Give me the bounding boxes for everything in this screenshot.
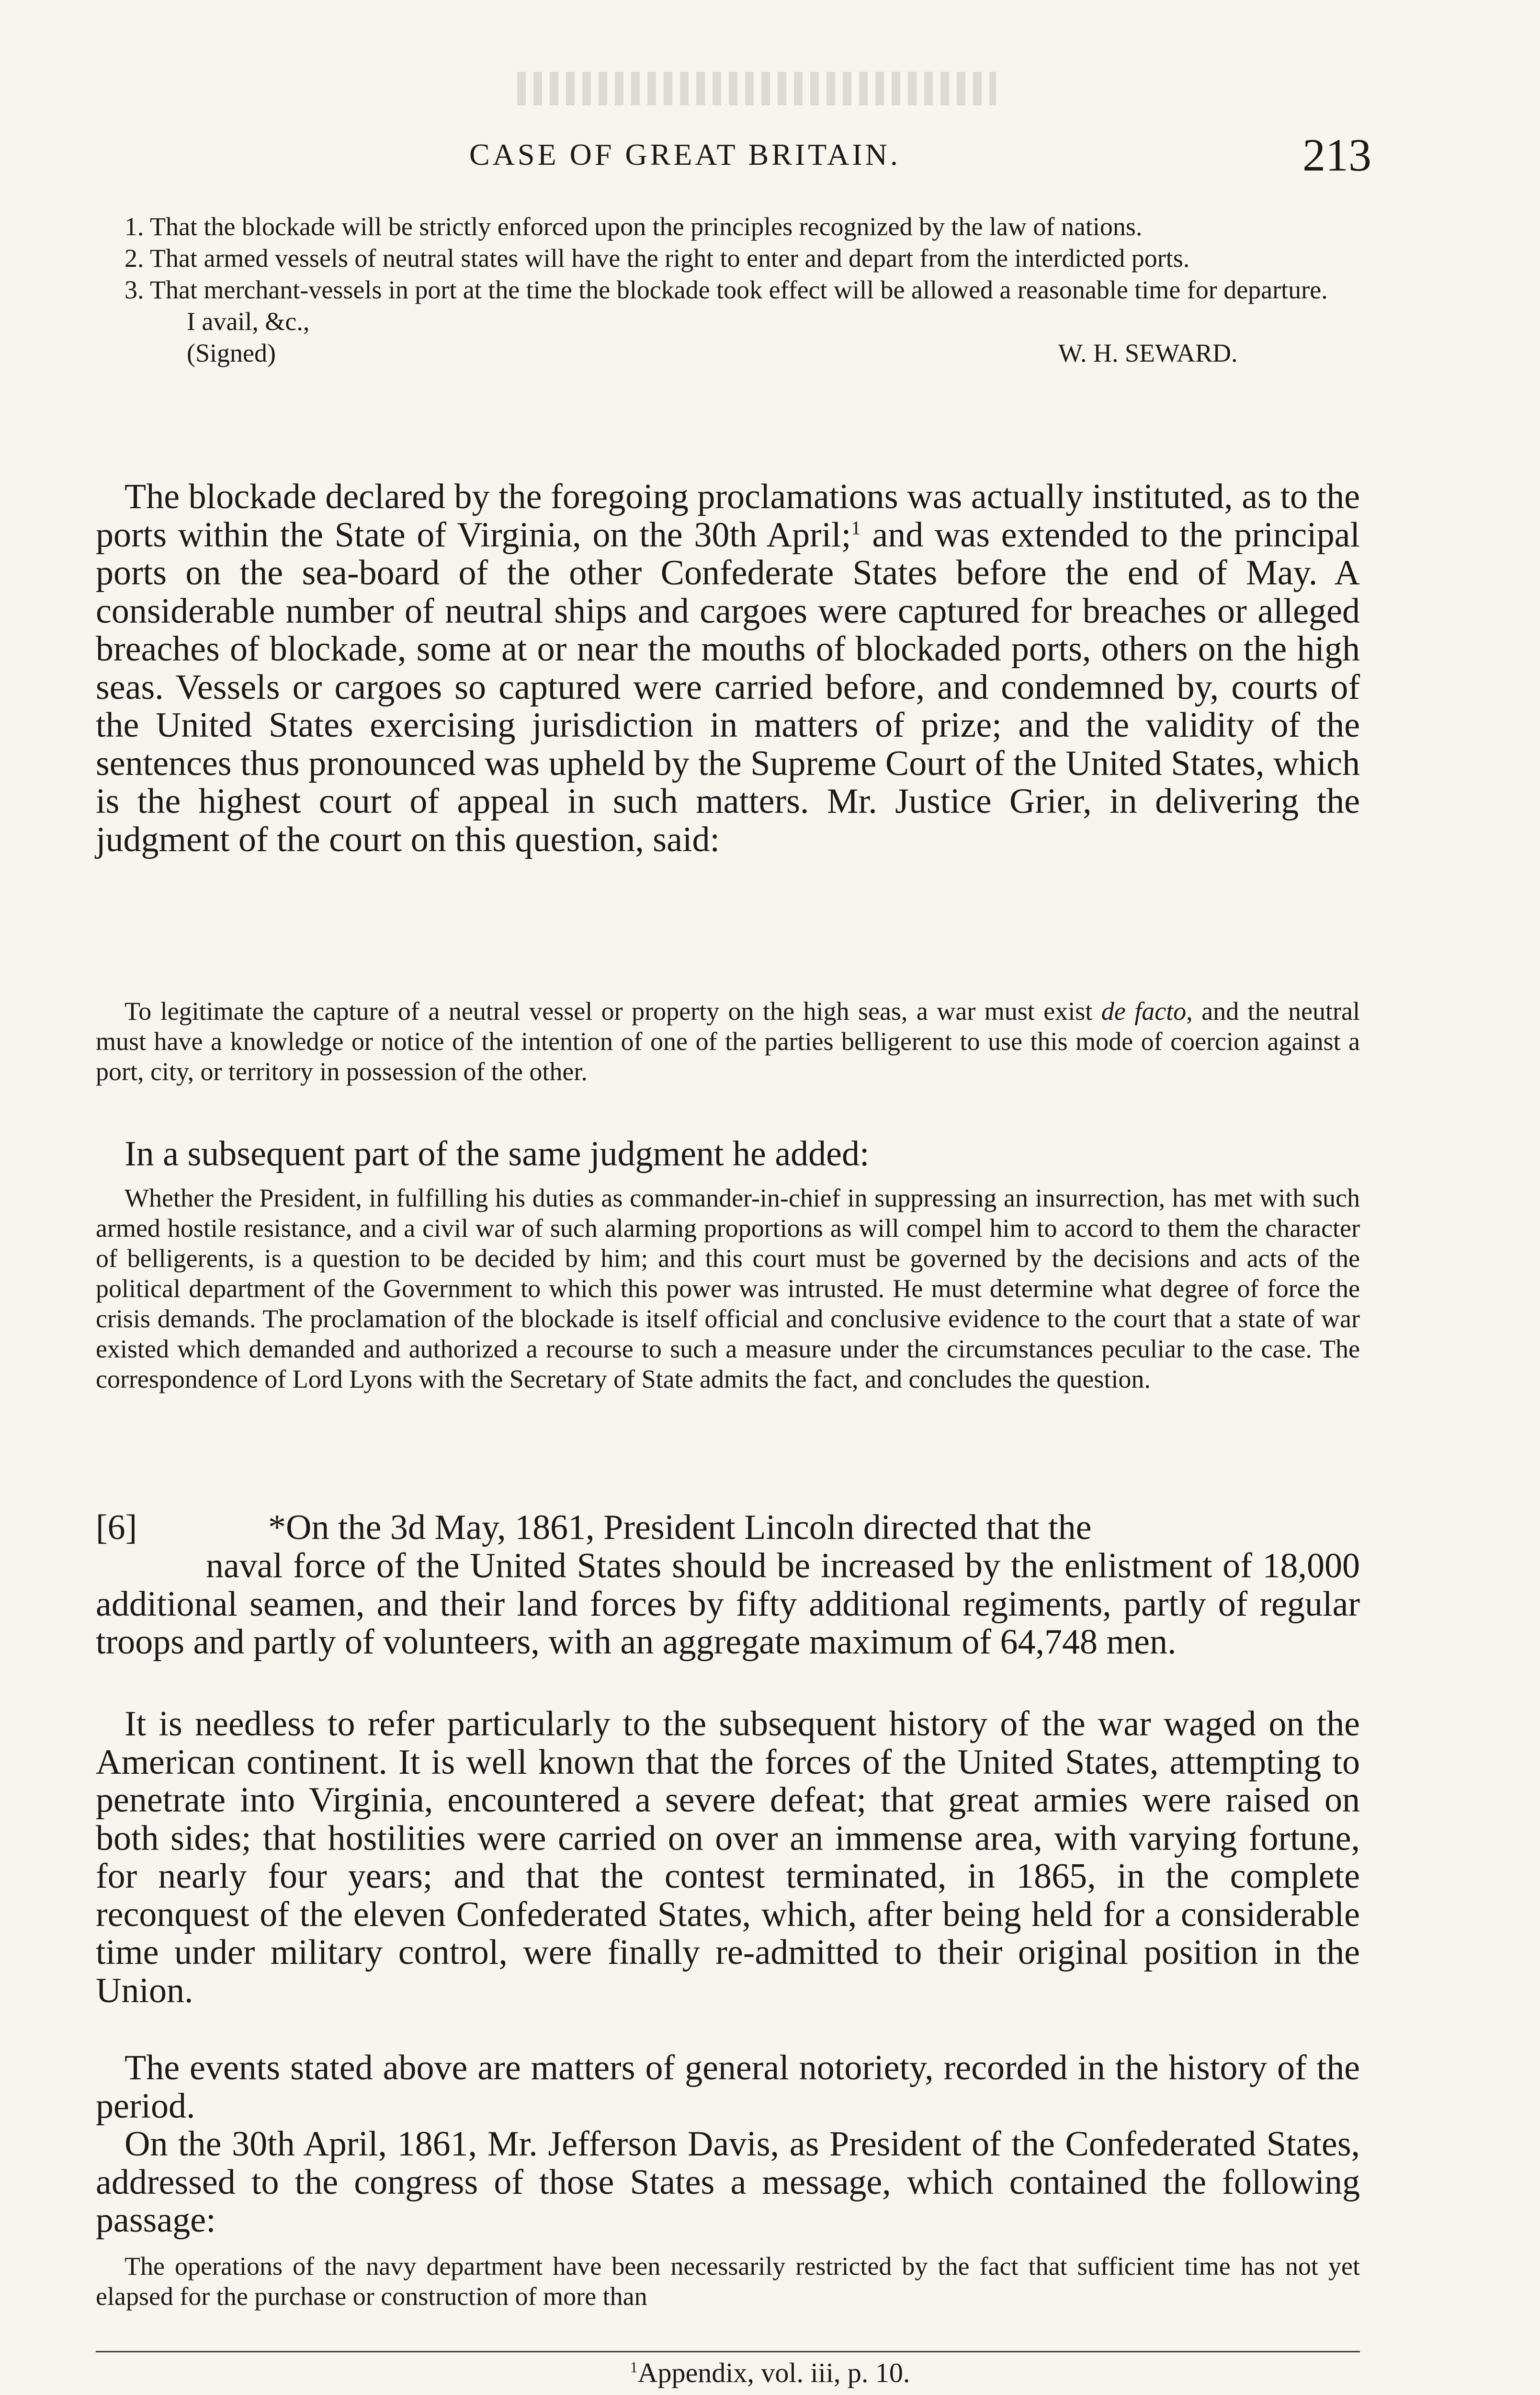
quote-text: To legitimate the capture of a neutral vessel or property on the high seas, a war must exist xyxy=(125,997,1101,1026)
paragraph-text: In a subsequent part of the same judgment he added: xyxy=(125,1134,870,1174)
quote-text: , and the neutral must have a knowledge or notice of the intention of one of the parties belligerent to use this mode of coercion against a port, city, or territory in possession of the other. xyxy=(96,997,1360,1086)
closing-line: I avail, &c., xyxy=(187,307,310,336)
paragraph-text: The events stated above are matters of general notoriety, recorded in the history of the period. xyxy=(96,2048,1360,2126)
paragraph-notoriety xyxy=(96,2049,1360,2125)
list-item: 3. That merchant-vessels in port at the time the blockade took effect will be allowed a reasonable time for departure. xyxy=(125,275,1328,304)
header-title: CASE OF GREAT BRITAIN. xyxy=(469,137,901,171)
quote-davis xyxy=(96,2251,1360,2312)
page-number: 213 xyxy=(1302,129,1371,181)
signer-name: W. H. SEWARD. xyxy=(1058,339,1238,367)
paragraph-lincoln xyxy=(96,1509,1360,1662)
italic-phrase: de facto xyxy=(1101,997,1187,1026)
paragraph-text: *On the 3d May, 1861, President Lincoln directed that the xyxy=(268,1508,1092,1547)
footnote-text: Appendix, vol. iii, p. 10. xyxy=(637,2357,910,2388)
running-header xyxy=(0,128,1540,181)
paragraph-text: It is needless to refer particularly to the subsequent history of the war waged on the American continent. It is well known that the forces of the United States, attempting to penetrate into Virginia, encountered a severe defeat; that great armies were raised on both sides; that hostilities were carried on over an immense area, with varying fortune, for nearly four years; and that the contest terminated, in 1865, in the complete reconquest of the eleven Confederated States, which, after being held for a considerable time under military control, were finally re-admitted to their original position in the Union. xyxy=(96,1704,1360,2010)
library-stamp xyxy=(517,72,996,105)
paragraph-davis xyxy=(96,2125,1360,2240)
list-item: 1. That the blockade will be strictly enforced upon the principles recognized by the law of nations. xyxy=(125,212,1143,241)
paragraph-text: On the 30th April, 1861, Mr. Jefferson Davis, as President of the Confederated States, addressed to the congress of those States a message, which contained the following passage: xyxy=(96,2124,1360,2240)
paragraph-war-history xyxy=(96,1705,1360,2010)
paragraph-text: naval force of the United States should be increased by the enlistment of 18,000 additional seamen, and their land forces by fifty additional regiments, partly of regular troops and partly of volunteers, with an aggregate maximum of 64,748 men. xyxy=(96,1546,1360,1662)
signature-row xyxy=(96,337,1360,369)
footnote-mark: 1 xyxy=(630,2359,638,2376)
list-item: 2. That armed vessels of neutral states will have the right to enter and depart from the interdicted ports. xyxy=(125,244,1190,273)
signed-label: (Signed) xyxy=(187,339,276,367)
footnote xyxy=(0,2357,1540,2389)
quote-grier-1 xyxy=(96,996,1360,1087)
paragraph-text: The blockade declared by the foregoing proclamations was actually instituted, as to the ports within the State of Virginia, on the 30th April; xyxy=(96,477,1360,555)
page-marker: [6] xyxy=(96,1508,137,1547)
numbered-list xyxy=(96,211,1360,369)
quote-text: The operations of the navy department have been necessarily restricted by the fact that sufficient time has not yet elapsed for the purchase or construction of more than xyxy=(96,2252,1360,2311)
paragraph-blockade xyxy=(96,478,1360,859)
footnote-ref: 1 xyxy=(851,516,861,538)
quote-text: Whether the President, in fulfilling his duties as commander-in-chief in suppressing an insurrection, has met with such armed hostile resistance, and a civil war of such alarming proportions as will compel him to accord to them the character of belligerents, is a question to be decided by him; and this court must be governed by the decisions and acts of the political department of the Government to which this power was intrusted. He must determine what degree of force the crisis demands. The proclamation of the blockade is itself official and conclusive evidence to the court that a state of war existed which demanded and authorized a recourse to such a measure under the circumstances peculiar to the case. The correspondence of Lord Lyons with the Secretary of State admits the fact, and concludes the question. xyxy=(96,1184,1360,1393)
paragraph-subsequent xyxy=(96,1135,1360,1174)
quote-grier-2 xyxy=(96,1183,1360,1394)
paragraph-text: and was extended to the principal ports on the sea-board of the other Confederate States before the end of May. A considerable number of neutral ships and cargoes were captured for breaches or alleged breaches of blockade, some at or near the mouths of blockaded ports, others on the high seas. Vessels or cargoes so captured were carried before, and condemned by, courts of the United States exercising jurisdiction in matters of prize; and the validity of the sentences thus pronounced was upheld by the Supreme Court of the United States, which is the highest court of appeal in such matters. Mr. Justice Grier, in delivering the judgment of the court on this question, said: xyxy=(96,515,1360,859)
footnote-rule xyxy=(96,2351,1360,2352)
